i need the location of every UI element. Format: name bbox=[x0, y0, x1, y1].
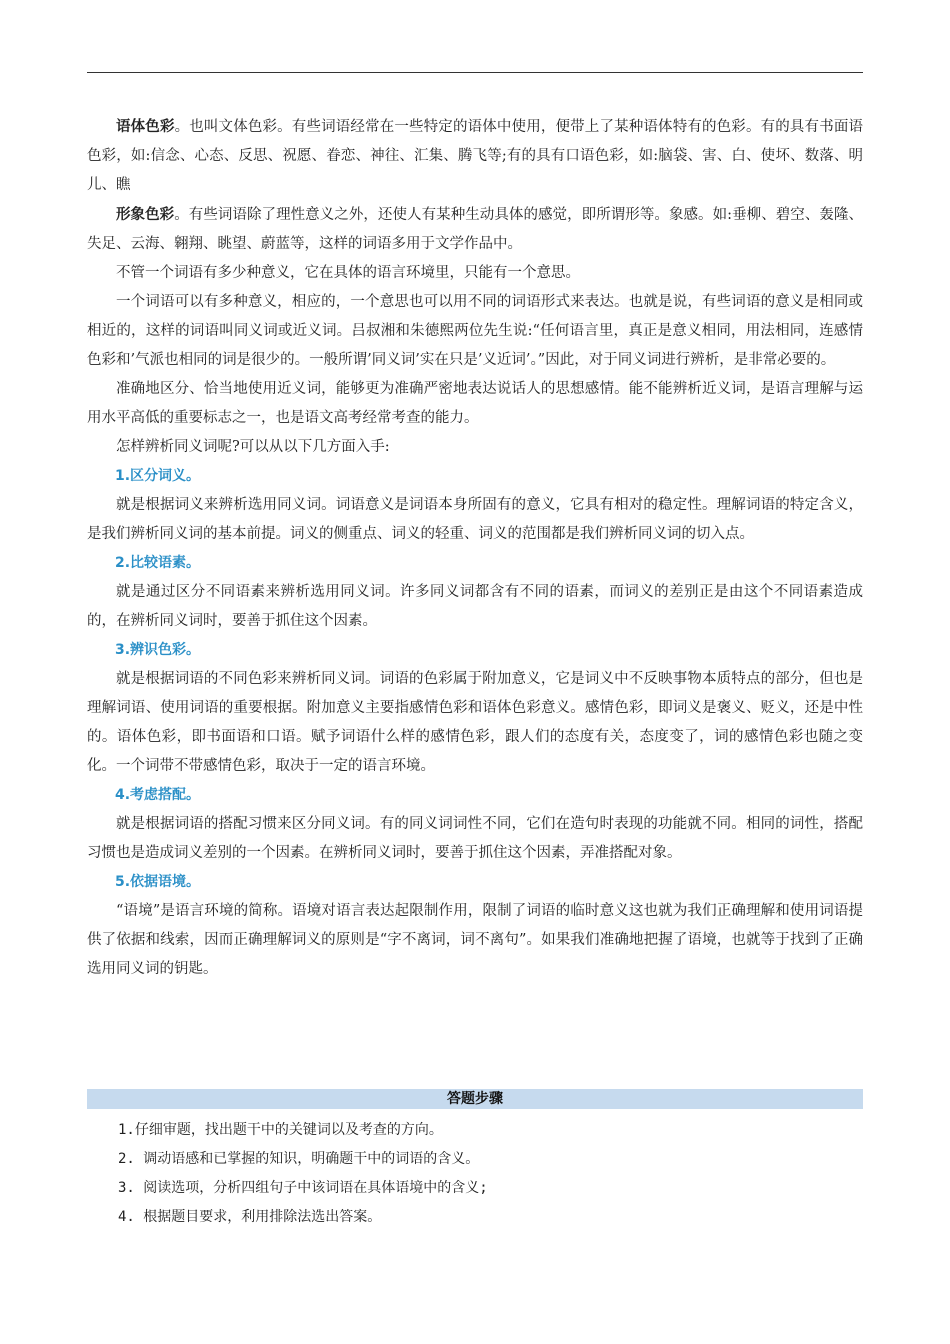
image-color-text: 。有些词语除了理性意义之外，还使人有某种生动具体的感觉，即所谓形等。象感。如:垂柳、碧空、轰隆、失足、云海、翱翔、眺望、蔚蓝等，这样的词语多用于文学作品中。 bbox=[87, 207, 864, 252]
paragraph-single-meaning: 不管一个词语有多少种意义，它在具体的语言环境里，只能有一个意思。 bbox=[116, 265, 580, 281]
main-content bbox=[87, 112, 863, 984]
method-heading: 3.辨识色彩。 bbox=[115, 642, 201, 658]
term-stylistic-color: 语体色彩 bbox=[116, 118, 175, 135]
method-text: 就是根据词语的搭配习惯来区分同义词。有的同义词词性不同，它们在造句时表现的功能就不同。相同的词性，搭配习惯也是造成词义差别的一个因素。在辨析同义词时，要善于抓住这个因素，弄准搭配对象。 bbox=[87, 816, 863, 861]
steps-title-bar: 答题步骤 bbox=[87, 1089, 863, 1109]
paragraph-stylistic-color bbox=[87, 112, 863, 200]
paragraph-accuracy: 准确地区分、恰当地使用近义词，能够更为准确严密地表达说话人的思想感情。能不能辨析近义词，是语言理解与运用水平高低的重要标志之一，也是语文高考经常考查的能力。 bbox=[87, 381, 863, 426]
step-item: 4. 根据题目要求，利用排除法选出答案。 bbox=[118, 1209, 382, 1225]
paragraph-image-color bbox=[87, 200, 863, 259]
steps-list bbox=[118, 1116, 858, 1232]
method-heading: 1.区分词义。 bbox=[115, 468, 201, 484]
step-item: 2. 调动语感和已掌握的知识，明确题干中的词语的含义。 bbox=[118, 1151, 480, 1167]
method-text: “语境”是语言环境的简称。语境对语言表达起限制作用，限制了词语的临时意义这也就为我们正确理解和使用词语提供了依据和线索，因而正确理解词义的原则是“字不离词，词不离句”。如果我们准确地把握了语境，也就等于找到了正确选用同义词的钥匙。 bbox=[87, 903, 863, 977]
method-heading: 5.依据语境。 bbox=[115, 874, 201, 890]
method-text: 就是根据词语的不同色彩来辨析同义词。词语的色彩属于附加意义，它是词义中不反映事物本质特点的部分，但也是理解词语、使用词语的重要根据。附加意义主要指感情色彩和语体色彩意义。感情色彩，即词义是褒义、贬义，还是中性的。语体色彩，即书面语和口语。赋予词语什么样的感情色彩，跟人们的态度有关，态度变了，词的感情色彩也随之变化。一个词带不带感情色彩，取决于一定的语言环境。 bbox=[87, 671, 863, 774]
method-text: 就是通过区分不同语素来辨析选用同义词。许多同义词都含有不同的语素，而词义的差别正是由这个不同语素造成的，在辨析同义词时，要善于抓住这个因素。 bbox=[87, 584, 863, 629]
method-text: 就是根据词义来辨析选用同义词。词语意义是词语本身所固有的意义，它具有相对的稳定性。理解词语的特定含义，是我们辨析同义词的基本前提。词义的侧重点、词义的轻重、词义的范围都是我们辨析同义词的切入点。 bbox=[87, 497, 863, 542]
term-image-color: 形象色彩 bbox=[116, 206, 175, 223]
method-heading: 2.比较语素。 bbox=[115, 555, 201, 571]
paragraph-how-to: 怎样辨析同义词呢?可以从以下几方面入手: bbox=[116, 439, 390, 455]
paragraph-synonyms: 一个词语可以有多种意义，相应的，一个意思也可以用不同的词语形式来表达。也就是说，有些词语的意义是相同或相近的，这样的词语叫同义词或近义词。吕叔湘和朱德熙两位先生说:“任何语言里，真正是意义相同，用法相同，连感情色彩和’气派也相同的词是很少的。一般所谓’同义词’实在只是’义近词’。”因此，对于同义词进行辨析，是非常必要的。 bbox=[87, 294, 863, 368]
stylistic-color-text: 。也叫文体色彩。有些词语经常在一些特定的语体中使用，便带上了某种语体特有的色彩。有的具有书面语色彩，如:信念、心态、反思、祝愿、眷恋、神往、汇集、腾飞等;有的具有口语色彩，如:脑袋、害、白、使坏、数落、明儿、瞧 bbox=[87, 119, 864, 193]
step-item: 3. 阅读选项，分析四组句子中该词语在具体语境中的含义; bbox=[118, 1180, 488, 1196]
method-heading: 4.考虑搭配。 bbox=[115, 787, 201, 803]
step-item: 1.仔细审题，找出题干中的关键词以及考查的方向。 bbox=[118, 1122, 443, 1138]
header-rule bbox=[87, 72, 863, 73]
